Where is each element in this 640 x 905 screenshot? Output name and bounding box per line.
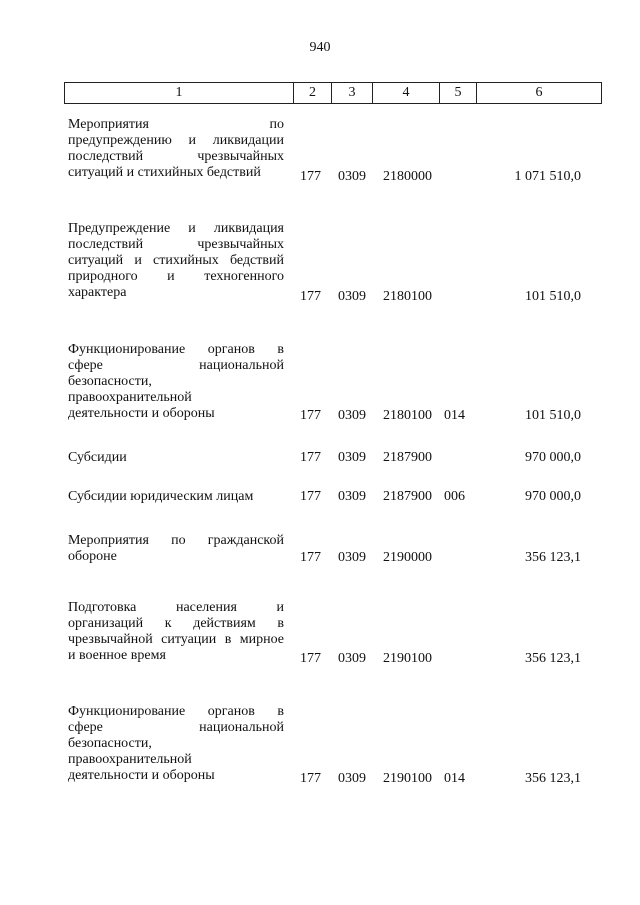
- row-name-line: Мероприятия по: [68, 117, 284, 132]
- row-cell-3: 0309: [338, 450, 366, 465]
- row-cell-2: 177: [300, 550, 321, 565]
- row-cell-3: 0309: [338, 289, 366, 304]
- column-header-row: [65, 83, 602, 104]
- row-name-line: Подготовка населения и: [68, 600, 284, 615]
- row-name-line: природного и техногенного: [68, 269, 284, 284]
- row-cell-3: 0309: [338, 651, 366, 666]
- row-cell-2: 177: [300, 651, 321, 666]
- row-cell-3: 0309: [338, 771, 366, 786]
- row-cell-3: 0309: [338, 408, 366, 423]
- row-cell-4: 2180100: [383, 408, 432, 423]
- column-header-table: [64, 82, 602, 104]
- column-header-5: 5: [440, 83, 477, 104]
- row-name-line: последствий чрезвычайных: [68, 237, 284, 252]
- row-cell-2: 177: [300, 169, 321, 184]
- row-name: [68, 489, 284, 505]
- row-name-line: ситуаций и стихийных бедствий: [68, 165, 261, 180]
- row-cell-4: 2180000: [383, 169, 432, 184]
- row-cell-2: 177: [300, 771, 321, 786]
- row-cell-5: 006: [444, 489, 465, 504]
- row-name: [68, 600, 284, 664]
- row-name: [68, 221, 284, 301]
- row-name-line: сфере национальной: [68, 720, 284, 735]
- row-name-line: сфере национальной: [68, 358, 284, 373]
- page-number: 940: [309, 40, 331, 55]
- row-name-line: Функционирование органов в: [68, 704, 284, 719]
- column-header-4: 4: [373, 83, 440, 104]
- row-cell-6: 970 000,0: [525, 489, 581, 504]
- row-name: [68, 342, 284, 422]
- row-cell-2: 177: [300, 489, 321, 504]
- row-cell-2: 177: [300, 289, 321, 304]
- row-cell-6: 356 123,1: [525, 651, 581, 666]
- column-header-6: 6: [477, 83, 602, 104]
- row-name-line: Мероприятия по гражданской: [68, 533, 284, 548]
- row-name-line: Функционирование органов в: [68, 342, 284, 357]
- row-name-line: последствий чрезвычайных: [68, 149, 284, 164]
- row-name-line: чрезвычайной ситуации в мирное: [68, 632, 284, 647]
- column-header-3: 3: [332, 83, 373, 104]
- row-name-line: деятельности и обороны: [68, 406, 215, 421]
- row-name-line: правоохранительной: [68, 752, 192, 767]
- row-cell-6: 970 000,0: [525, 450, 581, 465]
- row-name-line: безопасности,: [68, 736, 152, 751]
- row-cell-5: 014: [444, 771, 465, 786]
- row-name: [68, 450, 284, 466]
- row-name-line: Предупреждение и ликвидация: [68, 221, 284, 236]
- row-name: [68, 117, 284, 181]
- row-name-line: Субсидии: [68, 450, 127, 465]
- row-name-line: обороне: [68, 549, 117, 564]
- row-name-line: и военное время: [68, 648, 166, 663]
- row-cell-4: 2180100: [383, 289, 432, 304]
- row-cell-5: 014: [444, 408, 465, 423]
- row-cell-3: 0309: [338, 169, 366, 184]
- row-cell-2: 177: [300, 408, 321, 423]
- row-name-line: характера: [68, 285, 127, 300]
- row-cell-3: 0309: [338, 550, 366, 565]
- row-name-line: ситуаций и стихийных бедствий: [68, 253, 284, 268]
- row-cell-6: 356 123,1: [525, 550, 581, 565]
- row-cell-6: 101 510,0: [525, 408, 581, 423]
- row-name-line: предупреждению и ликвидации: [68, 133, 284, 148]
- row-name-line: организаций к действиям в: [68, 616, 284, 631]
- row-name: [68, 533, 284, 565]
- row-cell-4: 2190000: [383, 550, 432, 565]
- row-cell-4: 2187900: [383, 450, 432, 465]
- row-name-line: Субсидии юридическим лицам: [68, 489, 254, 504]
- row-name-line: безопасности,: [68, 374, 152, 389]
- row-name-line: правоохранительной: [68, 390, 192, 405]
- row-cell-3: 0309: [338, 489, 366, 504]
- row-name-line: деятельности и обороны: [68, 768, 215, 783]
- column-header-1: 1: [65, 83, 294, 104]
- row-cell-4: 2187900: [383, 489, 432, 504]
- row-cell-2: 177: [300, 450, 321, 465]
- column-header-2: 2: [294, 83, 332, 104]
- row-cell-6: 101 510,0: [525, 289, 581, 304]
- row-cell-6: 1 071 510,0: [514, 169, 581, 184]
- row-name: [68, 704, 284, 784]
- row-cell-4: 2190100: [383, 771, 432, 786]
- row-cell-6: 356 123,1: [525, 771, 581, 786]
- row-cell-4: 2190100: [383, 651, 432, 666]
